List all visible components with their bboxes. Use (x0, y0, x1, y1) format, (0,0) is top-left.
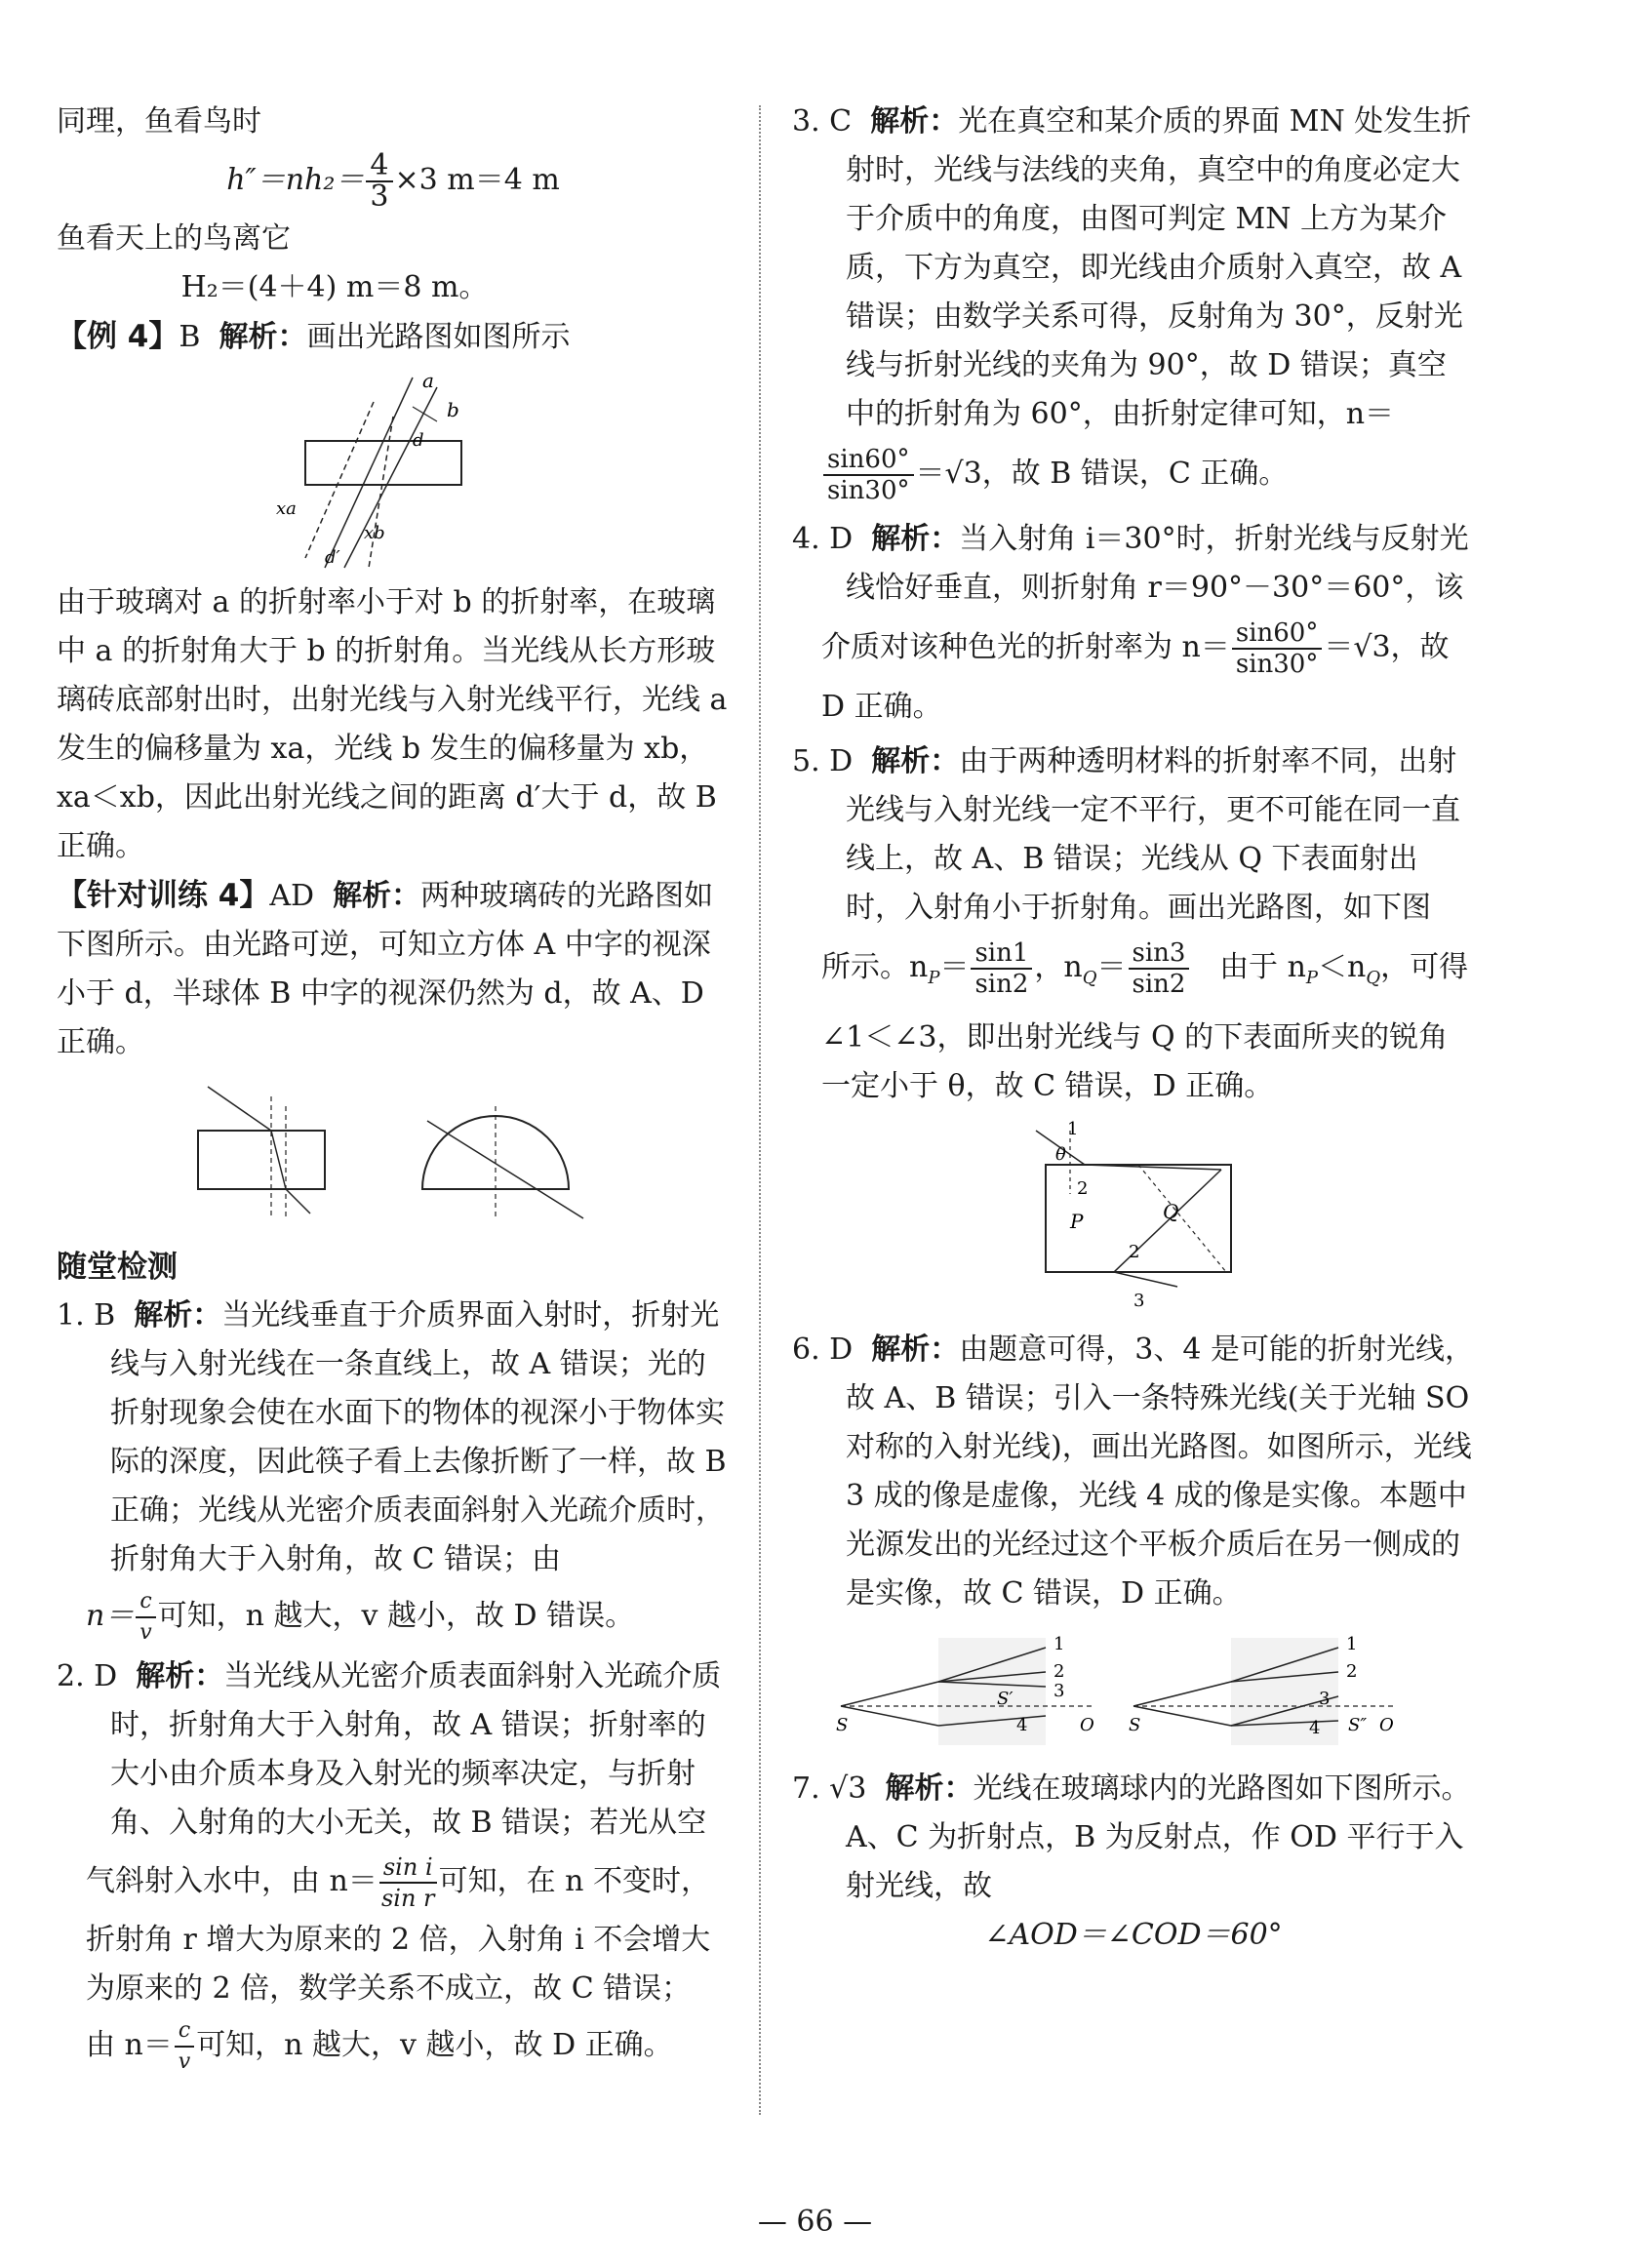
question-2-line: 由 n＝ $\frac{c}{v}$ 可知，n 越大，v 越小，故 D 正确。 (57, 2013, 730, 2078)
svg-text:b: b (447, 398, 459, 421)
page-number: — 66 — (757, 2205, 873, 2239)
glass-slab-diagram (266, 368, 520, 573)
svg-text:2: 2 (1346, 1661, 1358, 1682)
svg-text:1: 1 (1067, 1121, 1079, 1139)
text-line: 鱼看天上的鸟离它 (57, 221, 291, 256)
fraction: $\frac{\sin 3}{\sin 2}$ (1129, 938, 1190, 999)
svg-text:2: 2 (1129, 1242, 1140, 1262)
svg-text:d′: d′ (325, 547, 340, 568)
fraction: $\frac{4}{3}$ (366, 151, 392, 212)
question-5-cont: ∠1＜∠3，即出射光线与 Q 的下表面所夹的锐角一定小于 θ，故 C 错误，D 正确。 (821, 1020, 1449, 1103)
text-line: 同理，鱼看鸟时 (57, 104, 261, 139)
fraction: $\frac{c}{v}$ (136, 1587, 155, 1648)
svg-text:S′: S′ (997, 1689, 1014, 1709)
section-title: 随堂检测 (57, 1250, 178, 1285)
question-5-formula: 所示。$n_P=$ $\frac{\sin 1}{\sin 2}$ ，$n_Q=$ $\frac{\sin 3}{\sin 2}$ 由于 $n_P<n_Q$，可得 (821, 938, 1469, 999)
example-4: 【例 4】B 解析：画出光路图如图所示 (57, 319, 571, 354)
svg-text:3: 3 (1054, 1681, 1065, 1701)
plate-medium-diagram (831, 1628, 1436, 1755)
svg-text:O: O (1379, 1715, 1394, 1735)
question-2-line: 气斜射入水中，由 n＝ $\frac{\text{sin i}}{\text{sin r}}$ 可知，在 n 不变时， (86, 1853, 711, 1912)
question-4: 4. D 解析：当入射角 i＝30°时，折射光线与反射光线恰好垂直，则折射角 r＝90°－30°＝60°，该 (792, 522, 1469, 605)
equation: h″＝nh₂＝ $\frac{4}{3}$ ×3 m＝4 m (226, 148, 560, 214)
training-4: 【针对训练 4】AD 解析：两种玻璃砖的光路图如下图所示。由光路可逆，可知立方体 A 中字的视深小于 d，半球体 B 中字的视深仍然为 d，故 A、D 正确。 (57, 878, 714, 1059)
fraction: $\frac{\sin 60^\circ}{\sin 30^\circ}$ (823, 445, 914, 505)
fraction: $\frac{\sin 60^\circ}{\sin 30^\circ}$ (1232, 618, 1323, 679)
question-4-line: 介质对该种色光的折射率为 n＝ $\frac{\sin 60^\circ}{\sin 30^\circ}$ ＝√3，故 (821, 618, 1450, 679)
svg-text:θ: θ (1055, 1144, 1066, 1165)
question-4-end: D 正确。 (821, 690, 942, 724)
svg-text:2: 2 (1054, 1661, 1065, 1682)
svg-text:4: 4 (1309, 1718, 1321, 1738)
question-2: 2. D 解析：当光线从光密介质表面斜射入光疏介质时，折射角大于入射角，故 A 错误；折射率的大小由介质本身及入射光的频率决定，与折射角、入射角的大小无关，故 B 错误；若光从空 (57, 1659, 722, 1840)
equation: H₂＝(4＋4) m＝8 m。 (180, 270, 489, 304)
question-7: 7. √3 解析：光线在玻璃球内的光路图如下图所示。A、C 为折射点，B 为反射点，作 OD 平行于入射光线，故 (792, 1771, 1471, 1903)
svg-text:xb: xb (364, 523, 385, 543)
svg-text:O: O (1080, 1715, 1094, 1735)
svg-text:S″: S″ (1348, 1715, 1368, 1735)
svg-text:Q: Q (1163, 1200, 1179, 1223)
question-6: 6. D 解析：由题意可得，3、4 是可能的折射光线，故 A、B 错误；引入一条特殊光线(关于光轴 SO 对称的入射光线)，画出光路图。如图所示，光线 3 成的像是虚像，光线 4 成的像是实像。本题中光源发出的光经过这个平板介质后在另一侧成的是实像，故 C 错误，D 正确。 (792, 1333, 1475, 1611)
svg-text:xa: xa (276, 498, 297, 519)
svg-text:1: 1 (1346, 1634, 1358, 1654)
question-5: 5. D 解析：由于两种透明材料的折射率不同，出射光线与入射光线一定不平行，更不可能在同一直线上，故 A、B 错误；光线从 Q 下表面射出时，入射角小于折射角。画出光路图，如下图 (792, 744, 1460, 925)
question-3-tail: $\frac{\sin 60^\circ}{\sin 30^\circ}$ ＝√3，故 B 错误，C 正确。 (792, 439, 1475, 509)
left-column (57, 98, 730, 2078)
question-2-cont: 折射角 r 增大为原来的 2 倍，入射角 i 不会增大为原来的 2 倍，数学关系不成立，故 C 错误； (86, 1923, 711, 2006)
svg-text:3: 3 (1133, 1291, 1145, 1311)
svg-text:a: a (422, 369, 434, 392)
svg-text:S: S (1129, 1715, 1141, 1735)
question-1-tail: n＝ $\frac{c}{v}$ 可知，n 越大，v 越小，故 D 错误。 (57, 1584, 730, 1649)
cube-hemisphere-diagram (188, 1077, 598, 1223)
svg-text:S: S (836, 1715, 849, 1735)
question-1: 1. B 解析：当光线垂直于介质界面入射时，折射光线与入射光线在一条直线上，故 A 错误；光的折射现象会使在水面下的物体的视深小于物体实际的深度，因此筷子看上去像折断了一样，故 B 正确；光线从光密介质表面斜射入光疏介质时，折射角大于入射角，故 C 错误；由 (57, 1298, 727, 1576)
svg-text:1: 1 (1054, 1634, 1065, 1654)
svg-text:4: 4 (1016, 1715, 1028, 1735)
two-slab-diagram (1016, 1121, 1251, 1316)
fraction: $\frac{c}{v}$ (175, 2016, 194, 2077)
fraction: $\frac{\text{sin i}}{\text{sin r}}$ (379, 1852, 437, 1913)
example-4-analysis: 由于玻璃对 a 的折射率小于对 b 的折射率，在玻璃中 a 的折射角大于 b 的折射角。当光线从长方形玻璃砖底部射出时，出射光线与入射光线平行，光线 a 发生的偏移量为 xa，光线 b 发生的偏移量为 xb，xa＜xb，因此出射光线之间的距离 d′大于 d，故 B 正确。 (57, 585, 728, 863)
svg-text:2: 2 (1077, 1178, 1089, 1199)
question-3: 3. C 解析：光在真空和某介质的界面 MN 处发生折射时，光线与法线的夹角，真空中的角度必定大于介质中的角度，由图可判定 MN 上方为某介质，下方为真空，即光线由介质射入真空，故 A 错误；由数学关系可得，反射角为 30°，反射光线与折射光线的夹角为 90°，故 D 错误；真空中的折射角为 60°，由折射定律可知，n＝ (792, 104, 1472, 431)
fraction: $\frac{\sin 1}{\sin 2}$ (971, 938, 1032, 999)
svg-text:P: P (1070, 1210, 1084, 1233)
right-column (792, 98, 1475, 1960)
column-divider (759, 105, 761, 2115)
equation: ∠AOD＝∠COD＝60° (984, 1918, 1283, 1952)
svg-text:d: d (413, 430, 424, 451)
svg-text:3: 3 (1319, 1689, 1331, 1709)
